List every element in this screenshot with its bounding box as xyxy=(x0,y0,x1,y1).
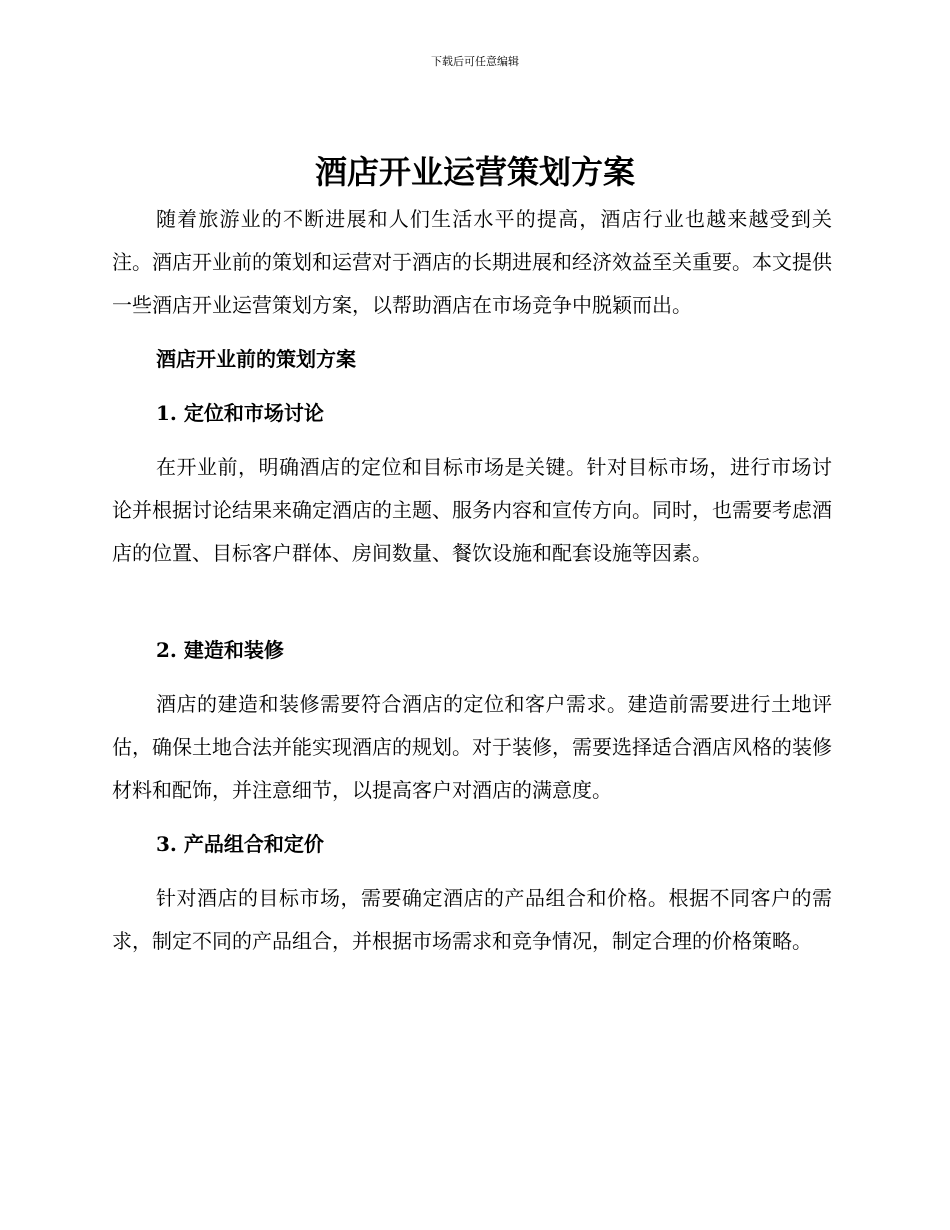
subsection-3 xyxy=(112,823,832,866)
subsection-paragraph: 针对酒店的目标市场，需要确定酒店的产品组合和价格。根据不同客户的需求，制定不同的产品组合，并根据市场需求和竞争情况，制定合理的价格策略。 xyxy=(112,886,832,953)
subsection-3-text-block xyxy=(112,877,832,963)
intro-block xyxy=(112,198,832,327)
subsection-1-text-block xyxy=(112,446,832,575)
subsection-2-text-block xyxy=(112,683,832,812)
section-heading-block xyxy=(112,338,832,381)
subsection-paragraph: 酒店的建造和装修需要符合酒店的定位和客户需求。建造前需要进行土地评估，确保土地合法并能实现酒店的规划。对于装修，需要选择适合酒店风格的装修材料和配饰，并注意细节，以提高客户对酒店的满意度。 xyxy=(112,692,832,802)
section-heading: 酒店开业前的策划方案 xyxy=(156,347,356,371)
intro-paragraph: 随着旅游业的不断进展和人们生活水平的提高，酒店行业也越来越受到关注。酒店开业前的策划和运营对于酒店的长期进展和经济效益至关重要。本文提供一些酒店开业运营策划方案，以帮助酒店在市场竞争中脱颖而出。 xyxy=(112,207,832,317)
header-note: 下载后可任意编辑 xyxy=(431,55,519,68)
subsection-paragraph: 在开业前，明确酒店的定位和目标市场是关键。针对目标市场，进行市场讨论并根据讨论结果来确定酒店的主题、服务内容和宣传方向。同时，也需要考虑酒店的位置、目标客户群体、房间数量、餐饮设施和配套设施等因素。 xyxy=(112,455,832,565)
subsection-1 xyxy=(112,392,832,435)
subsection-heading: 3. 产品组合和定价 xyxy=(156,832,324,856)
subsection-2 xyxy=(112,629,832,672)
document-title: 酒店开业运营策划方案 xyxy=(314,153,635,191)
subsection-heading: 2. 建造和装修 xyxy=(156,638,284,662)
subsection-heading: 1. 定位和市场讨论 xyxy=(156,401,324,425)
